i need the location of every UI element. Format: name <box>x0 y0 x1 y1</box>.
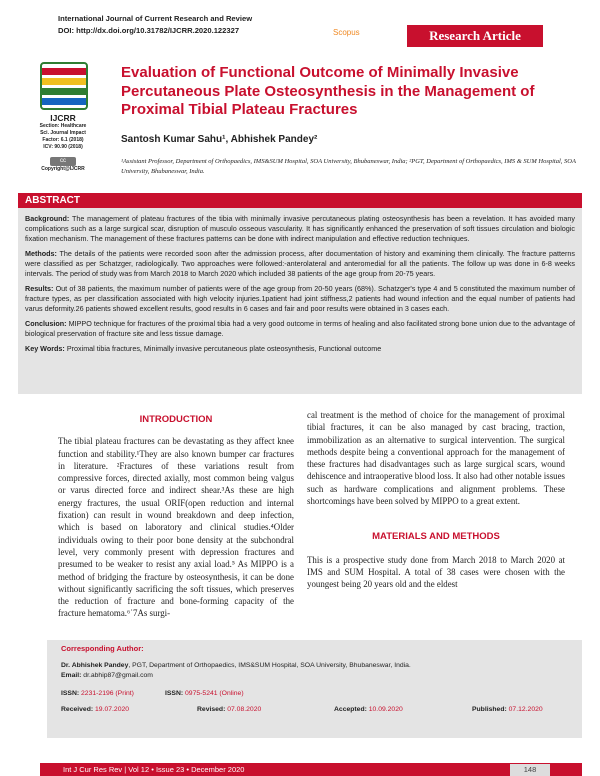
abstract-results: Results: Out of 38 patients, the maximum number of patients were of the age group from 20-50 years (68%). Schatzger's type 4 and 5 constituted the maximum number of fracture types, as per classification associated with high velocity injuries.1patient had joint stiffness,2 patients had wound infection and the equal number of patients had varus deformity.26 patients showed excellent results, good results in 6 cases and fair and poor results were obtained in 3 cases each. <box>25 284 575 313</box>
corresponding-affiliation: , PGT, Department of Orthopaedics, IMS&SUM Hospital, SOA University, Bhubaneswar, India. <box>128 662 411 669</box>
received-row: Received: 19.07.2020 <box>61 706 130 713</box>
abstract-body <box>18 208 582 394</box>
journal-header <box>58 13 358 37</box>
abstract-background: Background: The management of plateau fractures of the tibia with minimally invasive percutaneous plating osteosynthesis has been a revelation. It has avoided many complications such as a large surgical scar, disruption of musculo osseous vascularity. It has significantly enhanced the preservation of soft tissues circulation and biologic fixation mechanism. The management of these fractures patterns can be done with indirect manipulation and effective reduction techniques. <box>25 214 576 243</box>
journal-name: International Journal of Current Research and Review <box>58 14 253 23</box>
right-column <box>307 409 565 591</box>
corresponding-author-box <box>47 640 582 738</box>
issn-online: 0975-5241 (Online) <box>185 690 244 697</box>
corresponding-email[interactable]: dr.abhip87@gmail.com <box>83 672 153 679</box>
issn-online-row: ISSN: 0975-5241 (Online) <box>165 690 244 697</box>
doi-link[interactable]: DOI: http://dx.doi.org/10.31782/IJCRR.2020.122327 <box>58 26 240 35</box>
cc-license-icon: cc <box>50 157 76 166</box>
logo-sci-journal: Sci. Journal Impact <box>40 130 86 136</box>
article-affiliation: ¹Assistant Professor, Department of Orthopaedics, IMS&SUM Hospital, SOA University, Bhubaneswar, India; ²PGT, Department of Orthopaedics, IMS & SUM Hospital, SOA University, Bhubaneswar, India. <box>121 158 576 175</box>
journal-logo-block <box>18 62 108 173</box>
published-row: Published: 07.12.2020 <box>472 706 543 713</box>
page-number: 148 <box>510 764 550 776</box>
methods-heading: MATERIALS AND METHODS <box>372 531 500 543</box>
footer-citation: Int J Cur Res Rev | Vol 12 • Issue 23 • December 2020 <box>63 765 245 774</box>
corresponding-heading: Corresponding Author: <box>61 644 144 653</box>
issn-print-row: ISSN: 2231-2196 (Print) <box>61 690 134 697</box>
issn-print: 2231-2196 (Print) <box>81 690 134 697</box>
article-title: Evaluation of Functional Outcome of Minimally Invasive Percutaneous Plate Osteosynthesis in the Management of Proximal Tibial Plateau Fractures <box>121 64 535 118</box>
left-column <box>58 414 294 620</box>
logo-icv: ICV: 90.90 (2018) <box>43 144 83 150</box>
logo-factor: Factor: 6.1 (2018) <box>42 137 84 143</box>
received-date: 19.07.2020 <box>95 706 130 713</box>
abstract-conclusion: Conclusion: MIPPO technique for fractures of the proximal tibia had a very good outcome in terms of healing and also facilitated strong bone union due to the advantage of biological preservation of fracture site and less tissue damage. <box>25 319 575 338</box>
abstract-keywords: Key Words: Proximal tibia fractures, Minimally invasive percutaneous plate osteosynthesis, Functional outcome <box>25 344 382 353</box>
logo-section: Section: Healthcare <box>39 123 87 129</box>
journal-logo-icon <box>40 62 88 110</box>
abstract-methods: Methods: The details of the patients were recorded soon after the admission process, after documentation of history and examining them clinically. The fracture patterns were classified as per Schatzger, radiologically. Two approaches were followed:-anterolateral and anteromedial for all the patients. The follow up was done in 6-8 weeks intervals. The period of study was from March 2018 to March 2020 which included 38 patients of the age group from 20-75 years. <box>25 249 575 278</box>
revised-date: 07.08.2020 <box>227 706 262 713</box>
accepted-date: 10.09.2020 <box>368 706 403 713</box>
introduction-continued-text: cal treatment is the method of choice for the management of proximal tibial fractures, it can be also managed by cast bracing, traction, immobilization as an alternative to surgical intervention. The surgical methods despite being a conventional approach for the management of these fractures had disadvantages such as large surgical scars, wound dehiscence and intraoperative blood loss. It also had other notable issues such as hardware complications and alignment problems. These shortcomings have been solved by MIPPO to a great extent. <box>307 410 565 507</box>
introduction-text: The tibial plateau fractures can be devastating as they affect knee function and stability.¹They are also known bumper car fractures in literature. ²Fractures of these variations result from compressive forces, directed axially, most common being valgus or varus directed force and indirect shear.³As these are high energy fractures, the usual ORIF(open reduction and internal fixation) can result in wound breakdown and deep infection, which is based on laboratory and clinical studies.⁴Older individuals owing to their poor bone density at the subchondral level, very commonly present with depression fractures and presumed to be weaker to resist any axial load.⁵ As MIPPO is a method of bridging the fracture by osteosynthesis, it can be done without significantly sacrificing the soft tissues, which preserves the reduction of fracture and bone-forming capacity of the fracture hematoma.⁶˙7As surgi- <box>58 436 294 619</box>
article-authors: Santosh Kumar Sahu¹, Abhishek Pandey² <box>121 134 318 145</box>
corresponding-email-row: Email: dr.abhip87@gmail.com <box>61 672 153 679</box>
revised-row: Revised: 07.08.2020 <box>197 706 262 713</box>
corresponding-details <box>61 661 571 671</box>
corresponding-name: Dr. Abhishek Pandey <box>61 662 129 669</box>
logo-name: IJCRR <box>50 113 76 123</box>
article-type-badge: Research Article <box>407 25 543 47</box>
accepted-row: Accepted: 10.09.2020 <box>334 706 403 713</box>
published-date: 07.12.2020 <box>508 706 543 713</box>
introduction-heading: INTRODUCTION <box>139 414 213 425</box>
abstract-heading: ABSTRACT <box>18 193 582 208</box>
methods-text: This is a prospective study done from March 2018 to March 2020 at IMS and SUM Hospital. A total of 38 cases were chosen with the youngest being 20 years old and the eldest <box>307 554 565 590</box>
logo-copyright: Copyright@IJCRR <box>41 166 85 172</box>
scopus-label: Scopus <box>333 28 360 37</box>
